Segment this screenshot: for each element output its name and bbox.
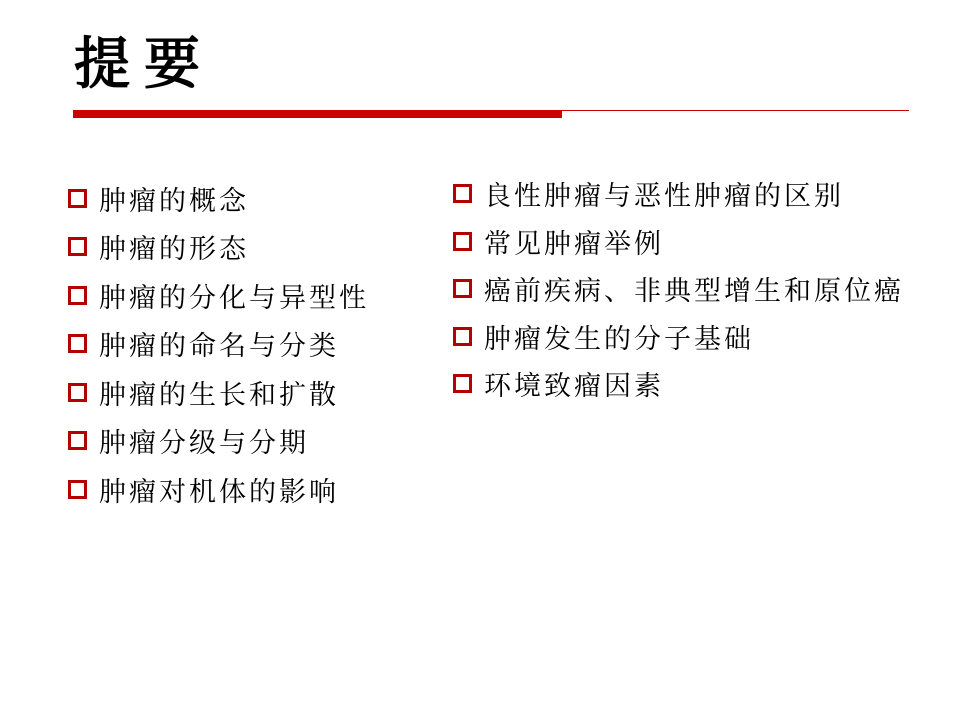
list-item-text: 肿瘤分级与分期	[99, 428, 309, 460]
list-item-text: 癌前疾病、非典型增生和原位癌	[484, 276, 904, 308]
left-bullet-list	[68, 174, 369, 514]
hollow-square-bullet-icon	[68, 237, 87, 256]
list-item-text: 良性肿瘤与恶性肿瘤的区别	[484, 181, 844, 213]
list-item-text: 肿瘤的分化与异型性	[99, 282, 369, 314]
hollow-square-bullet-icon	[68, 431, 87, 450]
list-item	[453, 170, 904, 218]
slide-title: 提要	[74, 31, 214, 97]
hollow-square-bullet-icon	[68, 334, 87, 353]
hollow-square-bullet-icon	[68, 286, 87, 305]
hollow-square-bullet-icon	[68, 383, 87, 402]
list-item	[453, 313, 904, 361]
hollow-square-bullet-icon	[453, 374, 472, 393]
right-bullet-list	[453, 170, 904, 408]
list-item	[68, 320, 369, 369]
list-item	[68, 271, 369, 320]
list-item-text: 肿瘤的概念	[99, 185, 249, 217]
hollow-square-bullet-icon	[68, 480, 87, 499]
title-underline-thick	[73, 111, 562, 118]
list-item	[68, 417, 369, 466]
list-item-text: 肿瘤发生的分子基础	[484, 323, 754, 355]
list-item-text: 环境致瘤因素	[484, 371, 664, 403]
hollow-square-bullet-icon	[453, 327, 472, 346]
list-item-text: 肿瘤对机体的影响	[99, 476, 339, 508]
list-item	[68, 465, 369, 514]
hollow-square-bullet-icon	[453, 184, 472, 203]
hollow-square-bullet-icon	[68, 189, 87, 208]
list-item-text: 肿瘤的形态	[99, 234, 249, 266]
list-item	[453, 360, 904, 408]
list-item	[453, 265, 904, 313]
list-item	[453, 218, 904, 266]
list-item	[68, 368, 369, 417]
list-item	[68, 174, 369, 223]
hollow-square-bullet-icon	[453, 232, 472, 251]
list-item	[68, 223, 369, 272]
list-item-text: 肿瘤的生长和扩散	[99, 379, 339, 411]
list-item-text: 常见肿瘤举例	[484, 228, 664, 260]
list-item-text: 肿瘤的命名与分类	[99, 331, 339, 363]
hollow-square-bullet-icon	[453, 279, 472, 298]
